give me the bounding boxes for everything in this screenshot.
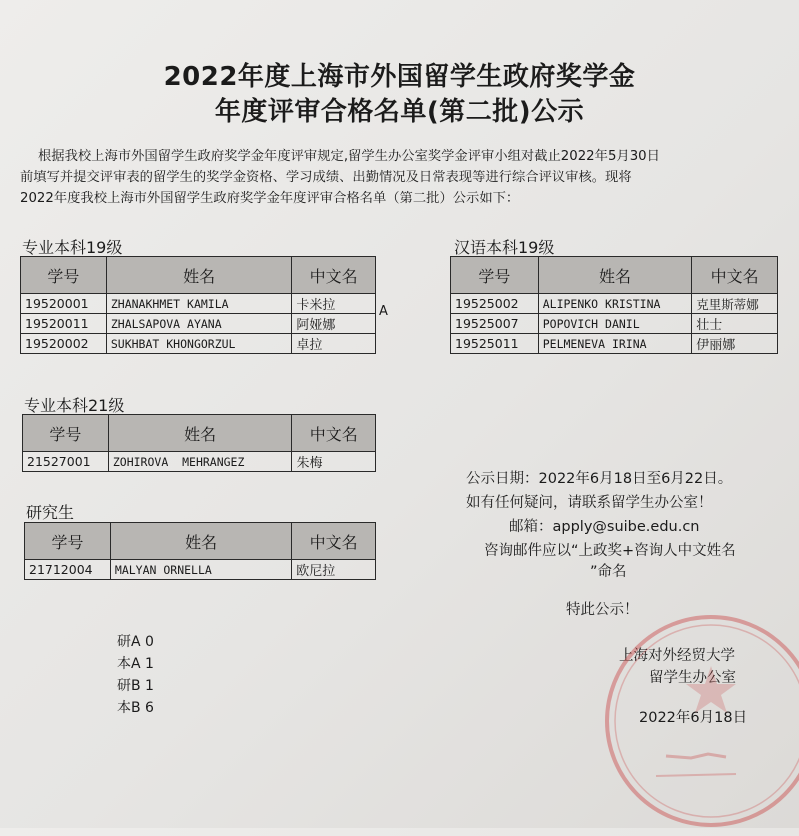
student-cn-name: 欧尼拉 [292, 560, 376, 580]
student-name: ZHANAKHMET KAMILA [106, 294, 291, 314]
table-row [21, 334, 376, 354]
column-header-id: 学号 [23, 415, 109, 452]
student-cn-name: 伊丽娜 [692, 334, 778, 354]
student-id: 21527001 [23, 452, 109, 472]
student-name: ZHALSAPOVA AYANA [106, 314, 291, 334]
table-row [25, 560, 376, 580]
section-title: 研究生 [26, 503, 75, 522]
student-id: 21712004 [25, 560, 111, 580]
side-mark: A [379, 304, 388, 319]
notice-email: 邮箱：apply@suibe.edu.cn [509, 519, 700, 535]
student-name: POPOVICH DANIL [538, 314, 692, 334]
notice-closing: 特此公示！ [566, 602, 639, 618]
roster-table [22, 414, 376, 472]
section-title: 专业本科21级 [24, 396, 125, 415]
notice-mail-format: 咨询邮件应以“上政奖+咨询人中文姓名 [484, 543, 736, 559]
table-row [21, 314, 376, 334]
column-header-id: 学号 [25, 523, 111, 560]
official-seal-icon [596, 606, 799, 836]
student-id: 19525002 [451, 294, 539, 314]
student-cn-name: 克里斯蒂娜 [692, 294, 778, 314]
tally-item: 本A 1 [117, 656, 154, 672]
student-id: 19520001 [21, 294, 107, 314]
table-row [23, 452, 376, 472]
table-row [451, 294, 778, 314]
column-header-cn: 中文名 [292, 257, 376, 294]
student-cn-name: 壮士 [692, 314, 778, 334]
student-name: MALYAN ORNELLA [110, 560, 291, 580]
tally-item: 研A 0 [117, 634, 154, 650]
student-cn-name: 阿娅娜 [292, 314, 376, 334]
student-name: ALIPENKO KRISTINA [538, 294, 692, 314]
office-name: 留学生办公室 [649, 670, 736, 686]
intro-line: 根据我校上海市外国留学生政府奖学金年度评审规定,留学生办公室奖学金评审小组对截止2022年5月30日 [38, 149, 660, 164]
column-header-id: 学号 [21, 257, 107, 294]
notice-question: 如有任何疑问，请联系留学生办公室！ [466, 495, 713, 511]
column-header-cn: 中文名 [292, 415, 376, 452]
section-title: 汉语本科19级 [454, 238, 555, 257]
student-cn-name: 卓拉 [292, 334, 376, 354]
student-cn-name: 朱梅 [292, 452, 376, 472]
column-header-id: 学号 [451, 257, 539, 294]
column-header-name: 姓名 [108, 415, 292, 452]
student-id: 19520002 [21, 334, 107, 354]
student-name: PELMENEVA IRINA [538, 334, 692, 354]
student-id: 19520011 [21, 314, 107, 334]
document-title-line1: 2022年度上海市外国留学生政府奖学金 [163, 62, 636, 92]
table-row [21, 294, 376, 314]
intro-line: 2022年度我校上海市外国留学生政府奖学金年度评审合格名单（第二批）公示如下： [20, 191, 520, 206]
intro-line: 前填写并提交评审表的留学生的奖学金资格、学习成绩、出勤情况及日常表现等进行综合评议审核。现将 [20, 170, 632, 185]
roster-table [24, 522, 376, 580]
column-header-name: 姓名 [538, 257, 692, 294]
intro-paragraph [20, 146, 780, 209]
column-header-name: 姓名 [106, 257, 291, 294]
table-row [451, 314, 778, 334]
tally-item: 本B 6 [117, 700, 154, 716]
student-id: 19525007 [451, 314, 539, 334]
student-id: 19525011 [451, 334, 539, 354]
table-row [451, 334, 778, 354]
notice-mail-format-end: ”命名 [590, 564, 627, 580]
section-title: 专业本科19级 [22, 238, 123, 257]
roster-table [450, 256, 778, 354]
sign-date: 2022年6月18日 [639, 710, 748, 726]
notice-date: 公示日期：2022年6月18日至6月22日。 [466, 471, 733, 487]
student-cn-name: 卡米拉 [292, 294, 376, 314]
organization-name: 上海对外经贸大学 [619, 648, 735, 664]
student-name: SUKHBAT KHONGORZUL [106, 334, 291, 354]
column-header-name: 姓名 [110, 523, 291, 560]
tally-notes [117, 631, 154, 719]
roster-table [20, 256, 376, 354]
column-header-cn: 中文名 [692, 257, 778, 294]
document-title-line2: 年度评审合格名单(第二批)公示 [214, 97, 585, 127]
tally-item: 研B 1 [117, 678, 154, 694]
student-name: ZOHIROVA MEHRANGEZ [108, 452, 292, 472]
column-header-cn: 中文名 [292, 523, 376, 560]
